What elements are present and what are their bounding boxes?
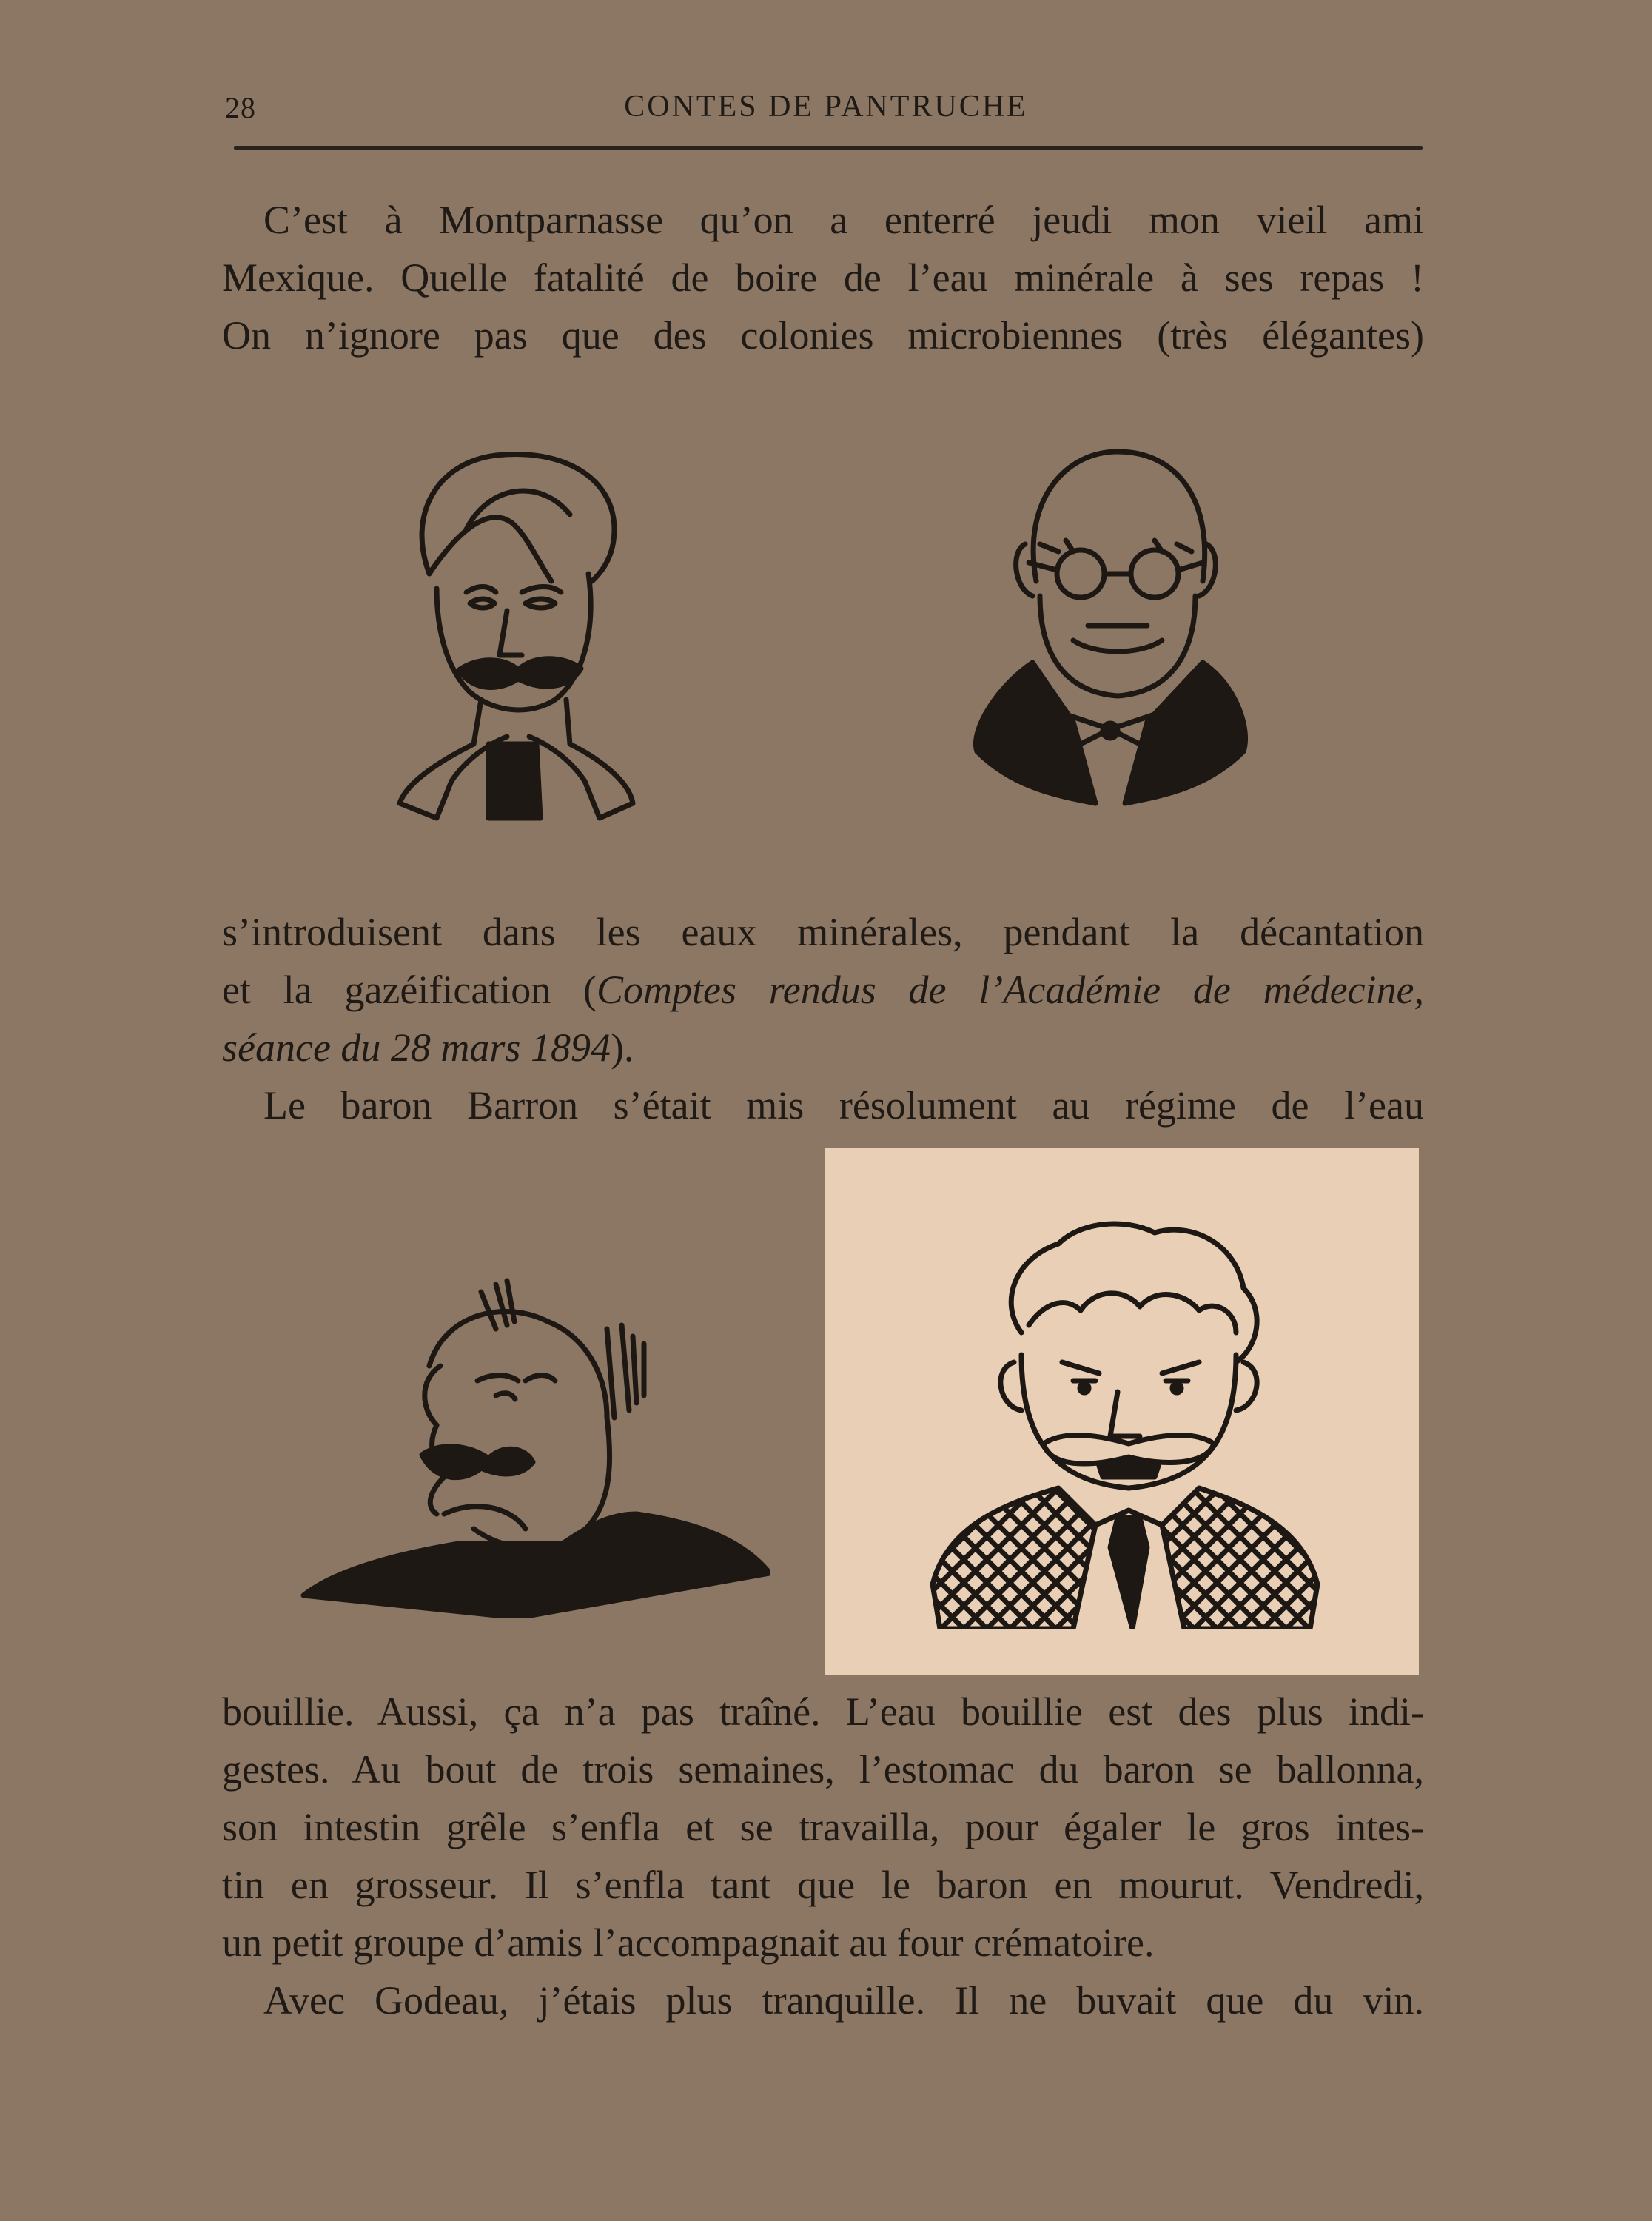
- text-line: tin en grosseur. Il s’enfla tant que le baron en mourut. Vendredi,: [222, 1863, 1424, 1907]
- citation-italic: séance du 28 mars 1894: [222, 1025, 611, 1070]
- text-line: Avec Godeau, j’étais plus tranquille. Il ne buvait que du vin.: [263, 1978, 1424, 2023]
- text-line: On n’ignore pas que des colonies microbiennes (très élégantes): [222, 313, 1424, 358]
- caricature-wavy-hair-moustache: [377, 433, 644, 825]
- text-line: Le baron Barron s’était mis résolument au régime de l’eau: [263, 1083, 1424, 1128]
- running-title: CONTES DE PANTRUCHE: [624, 90, 1028, 124]
- citation-italic: Comptes rendus de l’Académie de médecine,: [597, 968, 1424, 1012]
- header-rule: [234, 146, 1423, 150]
- text-line: un petit groupe d’amis l’accompagnait au four crématoire.: [222, 1920, 1155, 1965]
- page-number: 28: [225, 91, 256, 124]
- text-line: [222, 961, 1424, 1019]
- caricature-curly-hair-checked-coat: [918, 1214, 1332, 1629]
- text-roman: et la gazéification (: [222, 968, 597, 1012]
- text-line: [222, 1019, 1424, 1076]
- text-line: bouillie. Aussi, ça n’a pas traîné. L’eau bouillie est des plus indi-: [222, 1689, 1424, 1734]
- text-line: C’est à Montparnasse qu’on a enterré jeudi mon vieil ami: [263, 198, 1424, 242]
- text-line: s’introduisent dans les eaux minérales, pendant la décantation: [222, 910, 1424, 954]
- caricature-bald-spectacles-bowtie: [970, 440, 1251, 811]
- text-line: Mexique. Quelle fatalité de boire de l’eau minérale à ses repas !: [222, 255, 1424, 300]
- caricature-bald-profile-moustache: [296, 1270, 770, 1618]
- text-roman: ).: [610, 1025, 634, 1070]
- text-line: son intestin grêle s’enfla et se travailla, pour égaler le gros intes-: [222, 1805, 1424, 1849]
- pasted-image-panel: [825, 1148, 1419, 1675]
- text-line: gestes. Au bout de trois semaines, l’estomac du baron se ballonna,: [222, 1747, 1424, 1792]
